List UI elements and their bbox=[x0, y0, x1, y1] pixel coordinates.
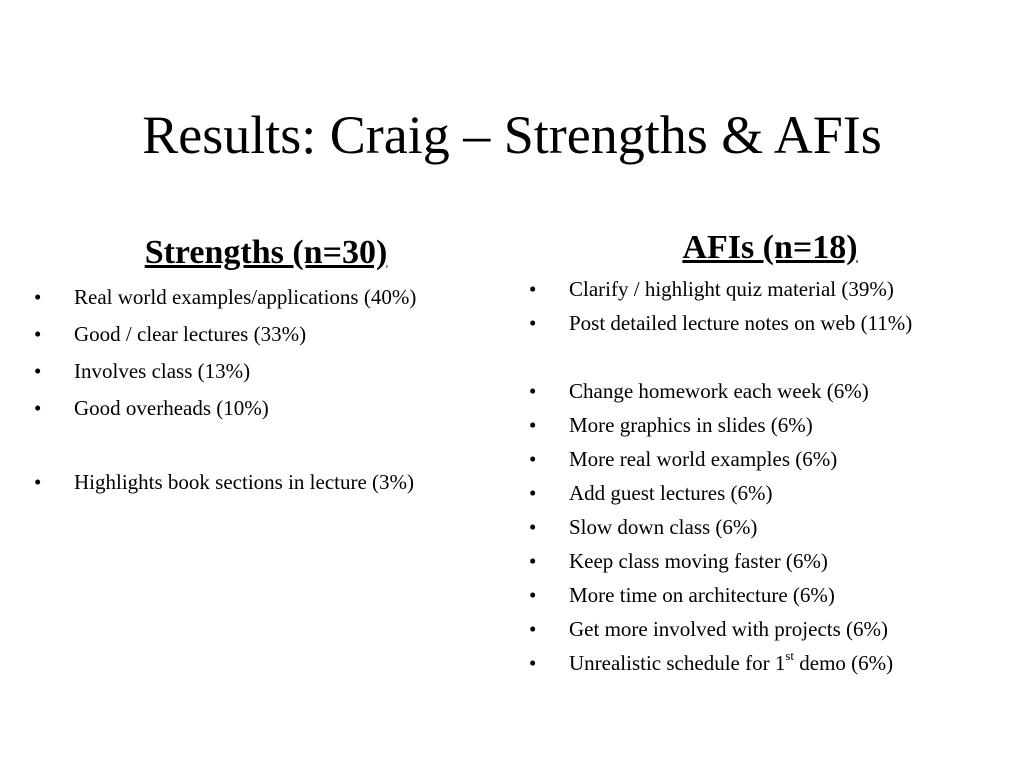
strengths-column bbox=[30, 232, 502, 501]
list-item-text: Highlights book sections in lecture (3%) bbox=[74, 470, 415, 494]
list-item bbox=[525, 374, 1015, 408]
list-item-text: Involves class (13%) bbox=[74, 359, 251, 383]
bullet-icon: • bbox=[34, 285, 42, 309]
list-item-text: Change homework each week (6%) bbox=[569, 379, 869, 403]
bullet-icon: • bbox=[529, 413, 537, 437]
bullet-icon: • bbox=[529, 311, 537, 335]
list-item-text: Get more involved with projects (6%) bbox=[569, 617, 888, 641]
list-item bbox=[525, 544, 1015, 578]
list-item bbox=[525, 646, 1015, 680]
afis-heading: AFIs (n=18) bbox=[682, 229, 858, 266]
slide-title: Results: Craig – Strengths & AFIs bbox=[142, 105, 882, 165]
bullet-icon: • bbox=[34, 470, 42, 494]
bullet-icon: • bbox=[529, 481, 537, 505]
list-item-text: Good overheads (10%) bbox=[74, 396, 269, 420]
list-item bbox=[525, 510, 1015, 544]
list-item bbox=[30, 279, 502, 316]
bullet-icon: • bbox=[529, 447, 537, 471]
list-item bbox=[525, 408, 1015, 442]
list-item-text: Real world examples/applications (40%) bbox=[74, 285, 417, 309]
list-item bbox=[525, 272, 1015, 306]
list-item bbox=[525, 306, 1015, 340]
list-item-text: Post detailed lecture notes on web (11%) bbox=[569, 311, 913, 335]
list-item bbox=[525, 612, 1015, 646]
list-item-text: Good / clear lectures (33%) bbox=[74, 322, 307, 346]
list-item bbox=[30, 390, 502, 427]
list-item-text: More graphics in slides (6%) bbox=[569, 413, 813, 437]
list-item-text bbox=[569, 648, 894, 675]
list-item bbox=[30, 464, 502, 501]
afis-list bbox=[525, 272, 1015, 680]
bullet-icon: • bbox=[529, 583, 537, 607]
strengths-list bbox=[30, 279, 502, 501]
bullet-icon: • bbox=[529, 549, 537, 573]
list-item-text: More real world examples (6%) bbox=[569, 447, 838, 471]
list-item-text: Clarify / highlight quiz material (39%) bbox=[569, 277, 894, 301]
bullet-icon: • bbox=[529, 515, 537, 539]
list-item-text: Add guest lectures (6%) bbox=[569, 481, 773, 505]
ordinal-superscript: st bbox=[785, 648, 795, 663]
bullet-icon: • bbox=[34, 359, 42, 383]
strengths-heading: Strengths (n=30) bbox=[144, 234, 388, 271]
list-item bbox=[30, 353, 502, 390]
bullet-icon: • bbox=[529, 617, 537, 641]
list-item bbox=[525, 442, 1015, 476]
list-item bbox=[525, 476, 1015, 510]
bullet-icon: • bbox=[529, 277, 537, 301]
list-item-text: Keep class moving faster (6%) bbox=[569, 549, 828, 573]
afis-column bbox=[525, 227, 1015, 680]
list-item-text-start: Unrealistic schedule for 1 bbox=[569, 651, 786, 675]
list-item-text: More time on architecture (6%) bbox=[569, 583, 835, 607]
list-item-text: Slow down class (6%) bbox=[569, 515, 758, 539]
list-spacer bbox=[30, 427, 502, 464]
list-item bbox=[30, 316, 502, 353]
list-item bbox=[525, 578, 1015, 612]
bullet-icon: • bbox=[529, 379, 537, 403]
bullet-icon: • bbox=[34, 396, 42, 420]
list-item-text-end: demo (6%) bbox=[794, 651, 894, 675]
bullet-icon: • bbox=[529, 651, 537, 675]
list-spacer bbox=[525, 340, 1015, 374]
bullet-icon: • bbox=[34, 322, 42, 346]
